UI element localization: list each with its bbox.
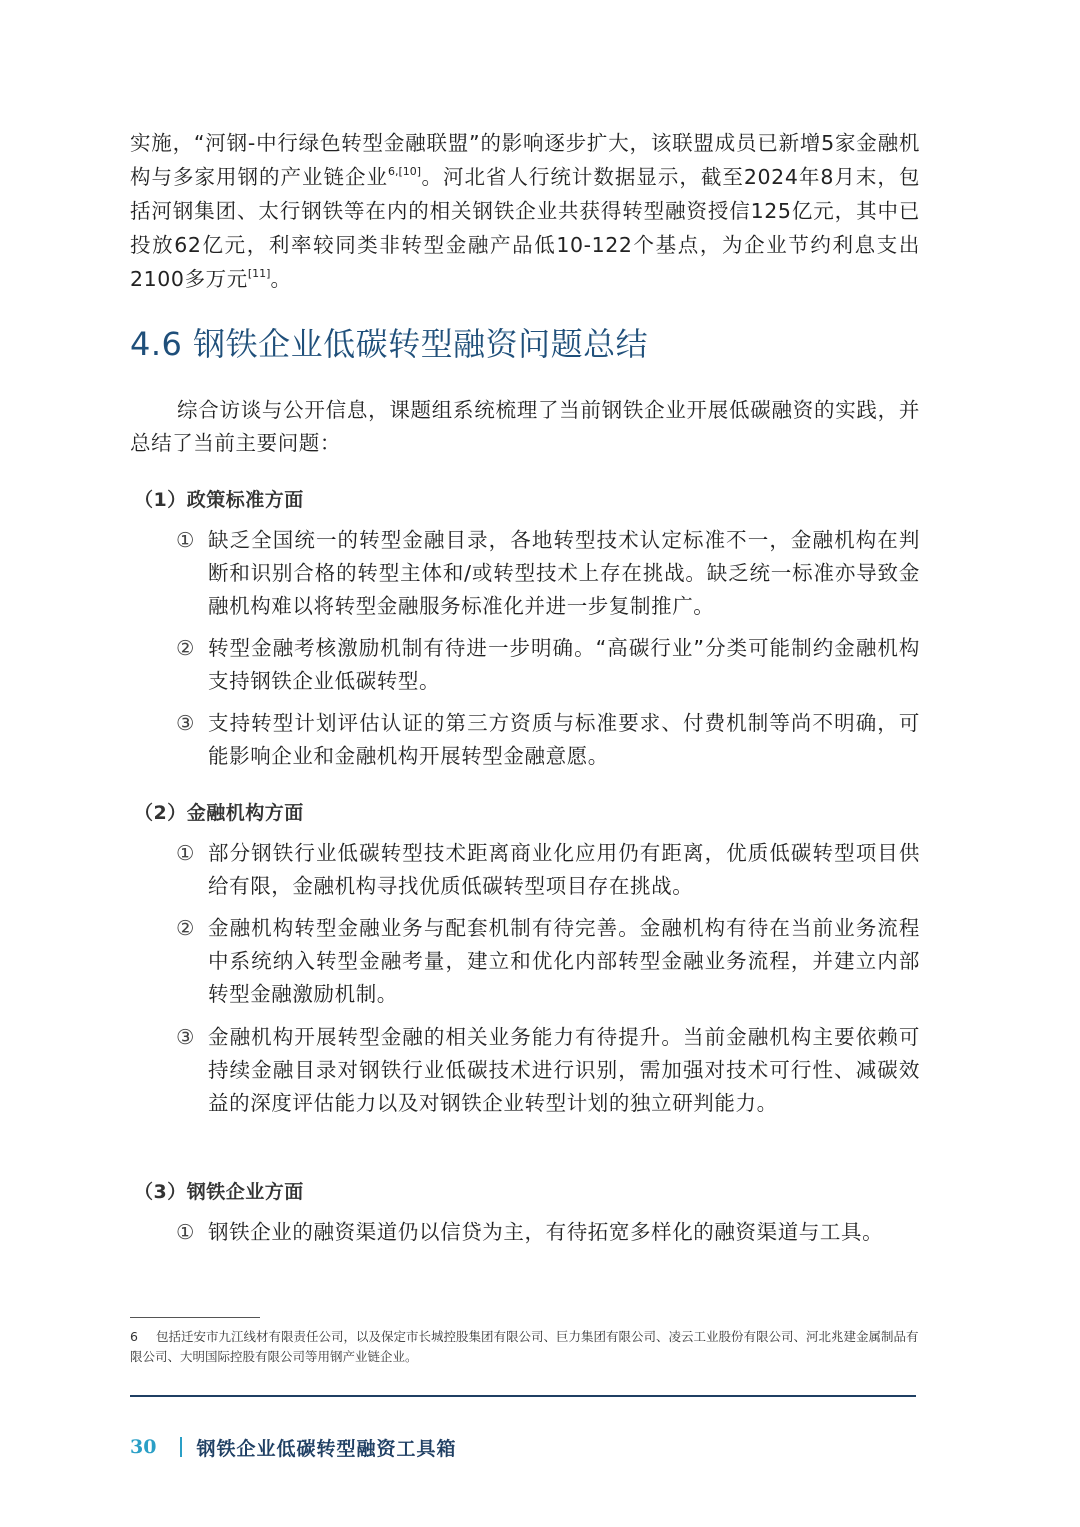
item-number: ① <box>176 1220 195 1244</box>
footer-separator <box>180 1437 182 1457</box>
item-number: ② <box>176 916 195 940</box>
list-item <box>176 912 920 1011</box>
item-text: 金融机构开展转型金融的相关业务能力有待提升。当前金融机构主要依赖可持续金融目录对钢铁行业低碳技术进行识别，需加强对技术可行性、减碳效益的深度评估能力以及对钢铁企业转型计划的独立研判能力。 <box>208 1025 920 1115</box>
intro-text-3: 。 <box>270 267 292 291</box>
footnote-divider <box>130 1317 260 1318</box>
page-number: 30 <box>130 1436 157 1458</box>
footer-divider <box>130 1395 916 1397</box>
footnote <box>130 1327 930 1367</box>
book-title: 钢铁企业低碳转型融资工具箱 <box>196 1437 457 1460</box>
item-number: ② <box>176 636 195 660</box>
section-heading: 4.6 钢铁企业低碳转型融资问题总结 <box>130 325 649 363</box>
citation-superscript: [11] <box>247 267 271 280</box>
item-text: 金融机构转型金融业务与配套机制有待完善。金融机构有待在当前业务流程中系统纳入转型金融考量，建立和优化内部转型金融业务流程，并建立内部转型金融激励机制。 <box>208 916 920 1006</box>
page-footer <box>130 1432 456 1462</box>
list-item <box>176 632 920 698</box>
citation-superscript: 6,[10] <box>387 165 422 178</box>
subsection-title: （3）钢铁企业方面 <box>134 1181 304 1203</box>
footnote-text: 包括迁安市九江线材有限责任公司，以及保定市长城控股集团有限公司、巨力集团有限公司、凌云工业股份有限公司、河北兆建金属制品有限公司、大明国际控股有限公司等用钢产业链企业。 <box>130 1329 919 1364</box>
item-text: 支持转型计划评估认证的第三方资质与标准要求、付费机制等尚不明确，可能影响企业和金融机构开展转型金融意愿。 <box>208 711 920 768</box>
lead-paragraph: 综合访谈与公开信息，课题组系统梳理了当前钢铁企业开展低碳融资的实践，并总结了当前主要问题： <box>130 398 920 455</box>
list-item <box>176 1216 920 1249</box>
intro-text-2: 。河北省人行统计数据显示，截至2024年8月末，包括河钢集团、太行钢铁等在内的相关钢铁企业共获得转型融资授信125亿元，其中已投放62亿元，利率较同类非转型金融产品低10-122个基点，为企业节约利息支出2100多万元 <box>130 165 920 291</box>
item-text: 部分钢铁行业低碳转型技术距离商业化应用仍有距离，优质低碳转型项目供给有限，金融机构寻找优质低碳转型项目存在挑战。 <box>208 841 920 898</box>
item-number: ③ <box>176 711 195 735</box>
item-text: 钢铁企业的融资渠道仍以信贷为主，有待拓宽多样化的融资渠道与工具。 <box>208 1220 884 1244</box>
item-number: ③ <box>176 1025 195 1049</box>
list-item <box>176 837 920 903</box>
item-number: ① <box>176 528 195 552</box>
subsection-title: （2）金融机构方面 <box>134 802 304 824</box>
intro-paragraph <box>130 126 920 296</box>
list-item <box>176 707 920 773</box>
item-text: 缺乏全国统一的转型金融目录，各地转型技术认定标准不一，金融机构在判断和识别合格的转型主体和/或转型技术上存在挑战。缺乏统一标准亦导致金融机构难以将转型金融服务标准化并进一步复制推广。 <box>208 528 920 618</box>
subsection-title: （1）政策标准方面 <box>134 489 304 511</box>
item-number: ① <box>176 841 195 865</box>
list-item <box>176 1021 920 1120</box>
intro-text-1: 实施，“河钢-中行绿色转型金融联盟”的影响逐步扩大，该联盟成员已新增5家金融机构与多家用钢的产业链企业 <box>130 131 920 189</box>
item-text: 转型金融考核激励机制有待进一步明确。“高碳行业”分类可能制约金融机构支持钢铁企业低碳转型。 <box>208 636 920 693</box>
footnote-number: 6 <box>130 1329 138 1344</box>
list-item <box>176 524 920 623</box>
